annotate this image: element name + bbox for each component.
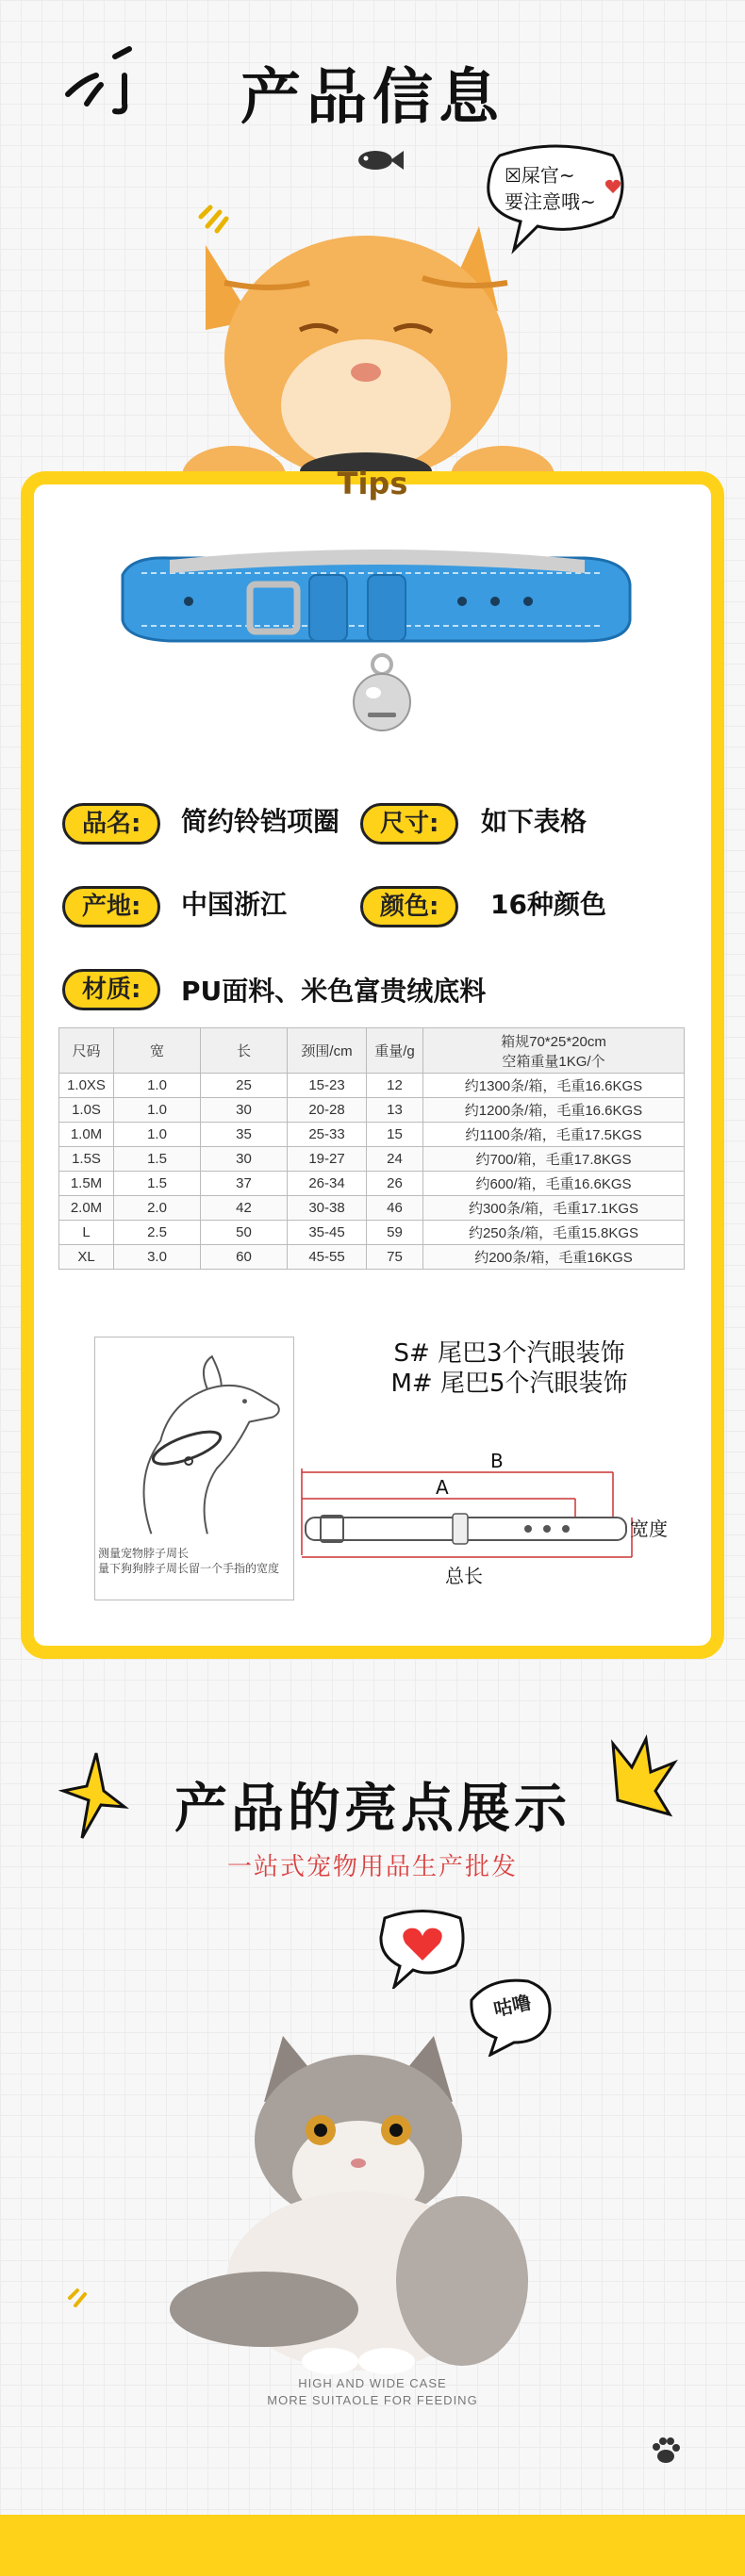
table-cell: 1.0 — [114, 1123, 201, 1147]
table-cell: 19-27 — [288, 1147, 367, 1172]
table-cell: 约200条/箱，毛重16KGS — [423, 1245, 685, 1270]
table-cell: 26-34 — [288, 1172, 367, 1196]
dog-caption-line1: 测量宠物脖子周长 — [98, 1547, 190, 1560]
table-cell: 约1200条/箱，毛重16.6KGS — [423, 1098, 685, 1123]
label-material: 材质: — [62, 969, 160, 1010]
table-cell: 20-28 — [288, 1098, 367, 1123]
label-color: 颜色: — [360, 886, 458, 927]
table-cell: L — [59, 1221, 114, 1245]
table-cell: 1.0M — [59, 1123, 114, 1147]
table-cell: 1.5 — [114, 1172, 201, 1196]
table-row — [59, 1172, 685, 1196]
page-title: 产品信息 — [240, 63, 505, 133]
fluffy-cat-image — [151, 1998, 566, 2375]
table-cell: 30 — [201, 1147, 288, 1172]
dim-label-b: B — [490, 1450, 504, 1472]
table-cell: 约250条/箱，毛重15.8KGS — [423, 1221, 685, 1245]
col-carton-line2: 空箱重量1KG/个 — [502, 1053, 605, 1070]
table-cell: 2.0M — [59, 1196, 114, 1221]
bubble-line-1: ☒屎官~ — [505, 164, 575, 187]
value-color: 16种颜色 — [490, 889, 606, 920]
bottom-bar — [0, 2515, 745, 2576]
heart-bubble-icon — [375, 1904, 470, 1989]
table-cell: 30-38 — [288, 1196, 367, 1221]
table-cell: 59 — [367, 1221, 423, 1245]
table-cell: XL — [59, 1245, 114, 1270]
table-cell: 25 — [201, 1074, 288, 1098]
table-cell: 24 — [367, 1147, 423, 1172]
table-cell: 35 — [201, 1123, 288, 1147]
table-cell: 约1300条/箱，毛重16.6KGS — [423, 1074, 685, 1098]
table-cell: 30 — [201, 1098, 288, 1123]
table-cell: 15-23 — [288, 1074, 367, 1098]
tagline-line1: HIGH AND WIDE CASE — [298, 2376, 447, 2390]
table-cell: 26 — [367, 1172, 423, 1196]
note-s: S# 尾巴3个汽眼装饰 — [393, 1339, 625, 1368]
sparkle-icon — [196, 198, 234, 236]
table-cell: 35-45 — [288, 1221, 367, 1245]
table-cell: 12 — [367, 1074, 423, 1098]
table-row — [59, 1221, 685, 1245]
table-cell: 1.5M — [59, 1172, 114, 1196]
table-cell: 45-55 — [288, 1245, 367, 1270]
table-row — [59, 1123, 685, 1147]
table-cell: 13 — [367, 1098, 423, 1123]
table-cell: 约600/箱，毛重16.6KGS — [423, 1172, 685, 1196]
col-weight: 重量/g — [367, 1028, 423, 1074]
tips-label: Tips — [337, 466, 408, 501]
table-cell: 25-33 — [288, 1123, 367, 1147]
tagline — [0, 2375, 745, 2409]
table-cell: 约700/箱，毛重17.8KGS — [423, 1147, 685, 1172]
table-cell: 60 — [201, 1245, 288, 1270]
table-cell: 1.0XS — [59, 1074, 114, 1098]
table-cell: 1.5 — [114, 1147, 201, 1172]
col-width: 宽 — [114, 1028, 201, 1074]
table-cell: 50 — [201, 1221, 288, 1245]
table-row — [59, 1074, 685, 1098]
fish-icon — [351, 141, 407, 179]
col-carton — [423, 1028, 685, 1074]
size-spec-table — [58, 1027, 685, 1270]
orange-cat-image — [168, 189, 602, 509]
highlights-title: 产品的亮点展示 — [174, 1779, 571, 1840]
value-material: PU面料、米色富贵绒底料 — [181, 976, 487, 1007]
dog-caption-line2: 量下狗狗脖子周长留一个手指的宽度 — [98, 1562, 280, 1575]
table-cell: 42 — [201, 1196, 288, 1221]
col-neck: 颈围/cm — [288, 1028, 367, 1074]
dim-label-total: 总长 — [445, 1565, 483, 1587]
decoration-note — [358, 1338, 660, 1399]
collar-image — [113, 547, 641, 792]
col-length: 长 — [201, 1028, 288, 1074]
col-carton-line1: 箱规70*25*20cm — [501, 1033, 606, 1050]
table-cell: 37 — [201, 1172, 288, 1196]
table-cell: 约300条/箱，毛重17.1KGS — [423, 1196, 685, 1221]
gugu-text: 咕噜 — [491, 1991, 534, 2021]
heart-icon — [604, 177, 622, 196]
paw-icon — [647, 2432, 685, 2469]
label-origin: 产地: — [62, 886, 160, 927]
table-cell: 1.5S — [59, 1147, 114, 1172]
table-header-row — [59, 1028, 685, 1074]
value-size: 如下表格 — [481, 806, 588, 837]
label-size: 尺寸: — [360, 803, 458, 845]
bubble-line-2: 要注意哦~ — [505, 190, 596, 213]
table-row — [59, 1245, 685, 1270]
table-cell: 15 — [367, 1123, 423, 1147]
table-cell: 2.5 — [114, 1221, 201, 1245]
highlights-subtitle: 一站式宠物用品生产批发 — [226, 1853, 518, 1881]
value-origin: 中国浙江 — [181, 889, 288, 920]
col-size: 尺码 — [59, 1028, 114, 1074]
table-cell: 75 — [367, 1245, 423, 1270]
table-cell: 2.0 — [114, 1196, 201, 1221]
table-row — [59, 1098, 685, 1123]
note-m: M# 尾巴5个汽眼装饰 — [390, 1370, 628, 1398]
label-product-name: 品名: — [62, 803, 160, 845]
tagline-line2: MORE SUITAOLE FOR FEEDING — [267, 2393, 478, 2407]
value-product-name: 简约铃铛项圈 — [181, 806, 340, 837]
table-cell: 1.0 — [114, 1098, 201, 1123]
dim-label-width: 宽度 — [630, 1518, 668, 1540]
dim-label-a: A — [436, 1476, 449, 1499]
table-row — [59, 1147, 685, 1172]
table-cell: 3.0 — [114, 1245, 201, 1270]
sparkle-small-icon — [66, 2281, 94, 2309]
table-row — [59, 1196, 685, 1221]
table-cell: 1.0S — [59, 1098, 114, 1123]
table-cell: 1.0 — [114, 1074, 201, 1098]
table-cell: 46 — [367, 1196, 423, 1221]
table-cell: 约1100条/箱，毛重17.5KGS — [423, 1123, 685, 1147]
dog-measure-caption — [98, 1546, 296, 1576]
